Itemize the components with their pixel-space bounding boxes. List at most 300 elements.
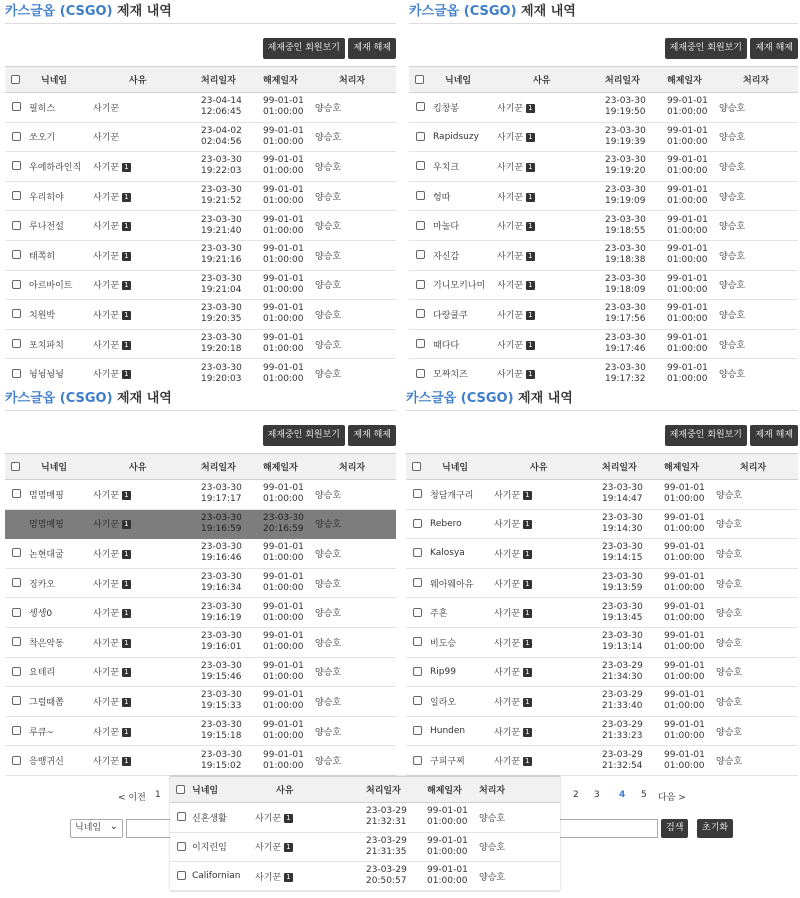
row-checkbox[interactable]: [177, 812, 186, 821]
processed-time: 19:19:20: [605, 166, 646, 177]
row-checkbox[interactable]: [177, 842, 186, 851]
processed-time: 19:18:55: [605, 225, 646, 236]
processed-date-cell: [201, 746, 263, 776]
table-row[interactable]: [5, 211, 396, 241]
overlay-table-panel: [170, 776, 560, 890]
row-checkbox[interactable]: [416, 339, 425, 348]
page-link-1[interactable]: 1: [155, 790, 161, 800]
release-button[interactable]: 제재 해제: [348, 425, 396, 446]
release-date: 99-01-01: [263, 273, 304, 284]
reason-text: 사기꾼: [497, 133, 524, 144]
reason-text: 사기꾼: [93, 281, 120, 292]
release-time: 01:00:00: [667, 225, 708, 236]
release-date-cell: [664, 480, 716, 510]
table-row[interactable]: [5, 329, 396, 359]
table-row[interactable]: [409, 300, 798, 330]
row-checkbox[interactable]: [416, 250, 425, 259]
processed-date-cell: [605, 152, 667, 182]
row-checkbox-cell: [5, 93, 29, 123]
row-checkbox-cell: [406, 687, 430, 717]
table-row[interactable]: [5, 598, 396, 628]
report-count-badge: 1: [528, 222, 533, 231]
page-link-2[interactable]: 2: [573, 790, 579, 800]
report-count-badge: 1: [124, 609, 129, 618]
release-time: 01:00:00: [263, 642, 304, 653]
processed-time: 19:17:32: [605, 373, 646, 384]
report-count-badge: 1: [124, 251, 129, 260]
reason-cell: [495, 211, 605, 241]
col-processed-date: 처리일자: [366, 777, 427, 803]
processed-date-cell: [201, 152, 263, 182]
reason-text: 사기꾼: [93, 133, 120, 144]
row-checkbox-cell: [409, 300, 433, 330]
report-count-badge: 1: [124, 727, 129, 736]
table-row[interactable]: [5, 122, 396, 152]
processed-date: 23-03-30: [602, 542, 643, 553]
row-checkbox[interactable]: [416, 280, 425, 289]
ban-panel-4: [406, 387, 798, 776]
table-row[interactable]: [5, 359, 396, 389]
release-time: 01:00:00: [664, 701, 705, 712]
table-row[interactable]: [406, 657, 798, 687]
row-checkbox[interactable]: [12, 756, 21, 765]
table-row[interactable]: [5, 568, 396, 598]
ban-table: [409, 66, 798, 389]
row-checkbox-cell: [406, 746, 430, 776]
processed-date: 23-04-14: [201, 96, 242, 107]
ban-panel-2: [409, 0, 798, 389]
row-checkbox[interactable]: [413, 489, 422, 498]
row-checkbox[interactable]: [12, 578, 21, 587]
row-checkbox[interactable]: [413, 696, 422, 705]
row-checkbox-cell: [5, 152, 29, 182]
processed-date: 23-03-30: [605, 125, 646, 136]
next-page-link[interactable]: 다음 >: [658, 793, 686, 803]
release-date: 99-01-01: [667, 96, 708, 107]
nickname-cell: 포치파치: [29, 329, 91, 359]
row-checkbox[interactable]: [416, 191, 425, 200]
table-row[interactable]: [409, 211, 798, 241]
release-time: 01:00:00: [664, 583, 705, 594]
handler-cell: 양승호: [719, 270, 798, 300]
release-date: 99-01-01: [664, 572, 705, 583]
row-checkbox-cell: [5, 509, 29, 539]
row-checkbox[interactable]: [12, 102, 21, 111]
row-checkbox-cell: [406, 568, 430, 598]
select-all-checkbox[interactable]: [176, 785, 185, 794]
processed-time: 19:17:17: [201, 494, 242, 505]
overlay-ban-table: [170, 776, 560, 892]
reason-text: 사기꾼: [497, 162, 524, 173]
page-link-5[interactable]: 5: [641, 790, 647, 800]
release-button[interactable]: 제재 해제: [750, 38, 798, 59]
row-checkbox[interactable]: [416, 369, 425, 378]
row-checkbox[interactable]: [12, 608, 21, 617]
release-time: 01:00:00: [667, 166, 708, 177]
table-row[interactable]: [170, 832, 560, 862]
handler-cell: 양승호: [315, 509, 396, 539]
release-date-cell: [263, 657, 315, 687]
report-count-badge: 1: [528, 192, 533, 201]
reason-cell: [91, 270, 201, 300]
handler-cell: 양승호: [479, 862, 560, 892]
processed-date-cell: [201, 687, 263, 717]
processed-time: 19:21:40: [201, 225, 242, 236]
row-checkbox[interactable]: [12, 548, 21, 557]
report-count-badge: 1: [528, 281, 533, 290]
processed-date-cell: [201, 716, 263, 746]
reason-text: 사기꾼: [494, 697, 521, 708]
nickname-cell: 구피구찌: [430, 746, 492, 776]
table-row[interactable]: [406, 746, 798, 776]
release-time: 01:00:00: [263, 553, 304, 564]
processed-time: 19:18:09: [605, 284, 646, 295]
table-row[interactable]: [409, 359, 798, 389]
table-row[interactable]: [406, 687, 798, 717]
release-button[interactable]: 제재 해제: [348, 38, 396, 59]
processed-time: 19:20:18: [201, 344, 242, 355]
row-checkbox[interactable]: [12, 637, 21, 646]
row-checkbox[interactable]: [12, 132, 21, 141]
processed-date: 23-03-29: [602, 660, 643, 671]
processed-date-cell: [201, 211, 263, 241]
select-all-checkbox[interactable]: [415, 75, 424, 84]
release-time: 01:00:00: [263, 760, 304, 771]
row-checkbox-cell: [5, 657, 29, 687]
release-date-cell: [263, 687, 315, 717]
processed-date: 23-03-29: [602, 720, 643, 731]
processed-time: 19:15:33: [201, 701, 242, 712]
table-row[interactable]: [5, 300, 396, 330]
processed-date: 23-03-30: [201, 690, 242, 701]
table-row[interactable]: [406, 627, 798, 657]
table-header-row: [5, 454, 396, 480]
table-row[interactable]: [5, 657, 396, 687]
table-header-row: [5, 67, 396, 93]
row-checkbox[interactable]: [413, 726, 422, 735]
table-row[interactable]: [5, 270, 396, 300]
release-date-cell: [667, 181, 719, 211]
processed-date: 23-03-30: [201, 362, 242, 373]
col-nickname: 닉네임: [433, 67, 495, 93]
handler-cell: 양승호: [315, 359, 396, 389]
table-row[interactable]: [406, 716, 798, 746]
page-link-3[interactable]: 3: [594, 790, 600, 800]
table-row[interactable]: [409, 181, 798, 211]
row-checkbox[interactable]: [416, 102, 425, 111]
processed-time: 19:17:56: [605, 314, 646, 325]
processed-date-cell: [201, 329, 263, 359]
col-release-date: 해제일자: [263, 454, 315, 480]
table-row[interactable]: [170, 803, 560, 833]
processed-time: 21:32:31: [366, 817, 407, 828]
toolbar: [406, 411, 798, 453]
processed-time: 19:21:04: [201, 284, 242, 295]
handler-cell: 양승호: [716, 480, 798, 510]
row-checkbox[interactable]: [12, 161, 21, 170]
search-field-select[interactable]: [70, 819, 123, 838]
row-checkbox[interactable]: [416, 161, 425, 170]
table-row[interactable]: [5, 181, 396, 211]
reason-cell: [91, 480, 201, 510]
row-checkbox[interactable]: [413, 519, 422, 528]
reason-cell: [91, 240, 201, 270]
processed-time: 19:21:16: [201, 255, 242, 266]
col-handler: 처리자: [315, 67, 396, 93]
release-time: 01:00:00: [667, 284, 708, 295]
release-date: 99-01-01: [263, 125, 304, 136]
release-date: 99-01-01: [427, 806, 468, 817]
reason-cell: [253, 862, 366, 892]
handler-cell: 양승호: [315, 329, 396, 359]
report-count-badge: 1: [525, 697, 530, 706]
row-checkbox[interactable]: [12, 339, 21, 348]
row-checkbox[interactable]: [12, 369, 21, 378]
reason-text: 사기꾼: [494, 727, 521, 738]
release-date-cell: [664, 598, 716, 628]
release-date: 99-01-01: [263, 542, 304, 553]
row-checkbox-cell: [5, 240, 29, 270]
reason-cell: [492, 480, 602, 510]
table-row[interactable]: [409, 152, 798, 182]
release-time: 01:00:00: [263, 731, 304, 742]
release-date: 99-01-01: [664, 720, 705, 731]
table-row[interactable]: [5, 539, 396, 569]
release-button[interactable]: 제재 해제: [750, 425, 798, 446]
active-members-button[interactable]: 제재중인 회원보기: [665, 425, 747, 446]
col-reason: 사유: [495, 67, 605, 93]
chevron-down-icon: ⌄: [109, 821, 118, 832]
processed-date-cell: [605, 240, 667, 270]
handler-cell: 양승호: [719, 122, 798, 152]
row-checkbox[interactable]: [416, 309, 425, 318]
reason-cell: [492, 509, 602, 539]
release-date-cell: [263, 509, 315, 539]
reason-cell: [91, 746, 201, 776]
table-row[interactable]: [409, 93, 798, 123]
handler-cell: 양승호: [716, 716, 798, 746]
processed-date-cell: [201, 657, 263, 687]
row-checkbox[interactable]: [12, 667, 21, 676]
processed-time: 19:15:18: [201, 731, 242, 742]
reason-cell: [91, 716, 201, 746]
active-members-button[interactable]: 제재중인 회원보기: [263, 425, 345, 446]
table-row[interactable]: [5, 240, 396, 270]
processed-date: 23-03-30: [602, 483, 643, 494]
table-row[interactable]: [406, 539, 798, 569]
row-checkbox[interactable]: [413, 637, 422, 646]
row-checkbox[interactable]: [413, 578, 422, 587]
table-row[interactable]: [5, 509, 396, 539]
table-row[interactable]: [406, 480, 798, 510]
prev-page-link[interactable]: < 이전: [118, 793, 146, 803]
release-date: 99-01-01: [263, 631, 304, 642]
processed-date: 23-03-30: [201, 660, 242, 671]
row-checkbox-cell: [5, 300, 29, 330]
report-count-badge: 1: [124, 520, 129, 529]
table-row[interactable]: [406, 509, 798, 539]
processed-time: 19:13:45: [602, 612, 643, 623]
table-row[interactable]: [409, 329, 798, 359]
handler-cell: 양승호: [315, 240, 396, 270]
table-header-row: [170, 777, 560, 803]
table-row[interactable]: [5, 716, 396, 746]
release-date: 99-01-01: [667, 155, 708, 166]
row-checkbox[interactable]: [12, 250, 21, 259]
report-count-badge: 1: [124, 697, 129, 706]
report-count-badge: 1: [528, 370, 533, 379]
handler-cell: 양승호: [315, 627, 396, 657]
table-row[interactable]: [406, 598, 798, 628]
table-row[interactable]: [5, 152, 396, 182]
release-time: 01:00:00: [263, 166, 304, 177]
report-count-badge: 1: [525, 727, 530, 736]
release-time: 01:00:00: [263, 107, 304, 118]
select-all-checkbox[interactable]: [11, 75, 20, 84]
release-date: 23-03-30: [263, 512, 304, 523]
row-checkbox[interactable]: [12, 221, 21, 230]
row-checkbox-cell: [409, 211, 433, 241]
handler-cell: 양승호: [716, 657, 798, 687]
col-handler: 처리자: [315, 454, 396, 480]
processed-time: 19:13:59: [602, 583, 643, 594]
col-processed-date: 처리일자: [201, 454, 263, 480]
table-row[interactable]: [409, 122, 798, 152]
release-time: 01:00:00: [263, 344, 304, 355]
release-date: 99-01-01: [263, 720, 304, 731]
reason-cell: [91, 359, 201, 389]
row-checkbox[interactable]: [413, 608, 422, 617]
release-date: 99-01-01: [263, 572, 304, 583]
release-time: 01:00:00: [664, 642, 705, 653]
report-count-badge: 1: [525, 520, 530, 529]
handler-cell: 양승호: [315, 122, 396, 152]
toolbar: [5, 411, 396, 453]
ban-panel-1: [5, 0, 396, 389]
reason-text: 사기꾼: [93, 549, 120, 560]
nickname-cell: 때다다: [433, 329, 495, 359]
row-checkbox[interactable]: [12, 489, 21, 498]
row-checkbox-cell: [409, 181, 433, 211]
processed-date-cell: [201, 539, 263, 569]
table-row[interactable]: [5, 687, 396, 717]
processed-date-cell: [201, 627, 263, 657]
release-date-cell: [667, 93, 719, 123]
table-row[interactable]: [406, 568, 798, 598]
processed-time: 19:17:46: [605, 344, 646, 355]
reason-text: 사기꾼: [93, 251, 120, 262]
release-time: 01:00:00: [263, 373, 304, 384]
release-date: 99-01-01: [664, 601, 705, 612]
row-checkbox-cell: [5, 539, 29, 569]
release-date: 99-01-01: [427, 865, 468, 876]
release-date-cell: [263, 211, 315, 241]
row-checkbox-cell: [5, 211, 29, 241]
row-checkbox[interactable]: [413, 667, 422, 676]
row-checkbox[interactable]: [413, 548, 422, 557]
table-row[interactable]: [5, 627, 396, 657]
table-row[interactable]: [170, 862, 560, 892]
col-release-date: 해제일자: [427, 777, 479, 803]
handler-cell: 양승호: [315, 539, 396, 569]
active-members-button[interactable]: 제재중인 회원보기: [263, 38, 345, 59]
title-text: 제재 내역: [117, 391, 172, 406]
processed-date-cell: [366, 832, 427, 862]
row-checkbox[interactable]: [413, 756, 422, 765]
row-checkbox-cell: [170, 803, 192, 833]
page-title: [5, 0, 396, 24]
nickname-cell: 쏘오기: [29, 122, 91, 152]
row-checkbox[interactable]: [177, 871, 186, 880]
processed-time: 19:13:14: [602, 642, 643, 653]
page-title: [5, 387, 396, 411]
select-all-checkbox[interactable]: [11, 462, 20, 471]
row-checkbox[interactable]: [416, 221, 425, 230]
handler-cell: 양승호: [719, 300, 798, 330]
table-row[interactable]: [409, 270, 798, 300]
reset-button[interactable]: 초기화: [697, 819, 733, 838]
table-row[interactable]: [5, 480, 396, 510]
reason-cell: [495, 270, 605, 300]
row-checkbox[interactable]: [12, 696, 21, 705]
processed-time: 21:33:40: [602, 701, 643, 712]
nickname-cell: 착은악동: [29, 627, 91, 657]
processed-date: 23-03-30: [201, 512, 242, 523]
table-row[interactable]: [409, 240, 798, 270]
row-checkbox-cell: [406, 539, 430, 569]
reason-cell: [91, 598, 201, 628]
processed-date-cell: [605, 359, 667, 389]
row-checkbox[interactable]: [12, 280, 21, 289]
processed-date: 23-03-30: [602, 512, 643, 523]
release-date: 99-01-01: [263, 660, 304, 671]
nickname-cell: 요테리: [29, 657, 91, 687]
search-button[interactable]: 검색: [661, 819, 688, 838]
row-checkbox[interactable]: [12, 726, 21, 735]
row-checkbox[interactable]: [12, 191, 21, 200]
table-row[interactable]: [5, 93, 396, 123]
reason-cell: [91, 568, 201, 598]
row-checkbox-cell: [406, 598, 430, 628]
handler-cell: 양승호: [479, 803, 560, 833]
table-row[interactable]: [5, 746, 396, 776]
processed-date: 23-03-29: [366, 806, 407, 817]
row-checkbox[interactable]: [12, 309, 21, 318]
handler-cell: 양승호: [719, 329, 798, 359]
release-time: 01:00:00: [263, 255, 304, 266]
nickname-cell: 논현대굴: [29, 539, 91, 569]
select-all-checkbox-cell: [409, 67, 433, 93]
reason-cell: [492, 568, 602, 598]
processed-date: 23-03-30: [605, 155, 646, 166]
reason-text: 사기꾼: [93, 490, 120, 501]
row-checkbox[interactable]: [416, 132, 425, 141]
brand-name: 카스글옵 (CSGO): [5, 391, 113, 406]
select-all-checkbox-cell: [170, 777, 192, 803]
active-members-button[interactable]: 제재중인 회원보기: [665, 38, 747, 59]
nickname-cell: 루나전설: [29, 211, 91, 241]
processed-date-cell: [201, 93, 263, 123]
page-link-4-current[interactable]: 4: [619, 790, 626, 800]
row-checkbox-cell: [170, 832, 192, 862]
processed-time: 21:32:54: [602, 760, 643, 771]
col-processed-date: 처리일자: [201, 67, 263, 93]
select-all-checkbox[interactable]: [412, 462, 421, 471]
handler-cell: 양승호: [716, 687, 798, 717]
report-count-badge: 1: [124, 668, 129, 677]
release-date-cell: [263, 746, 315, 776]
processed-date: 23-03-30: [605, 96, 646, 107]
